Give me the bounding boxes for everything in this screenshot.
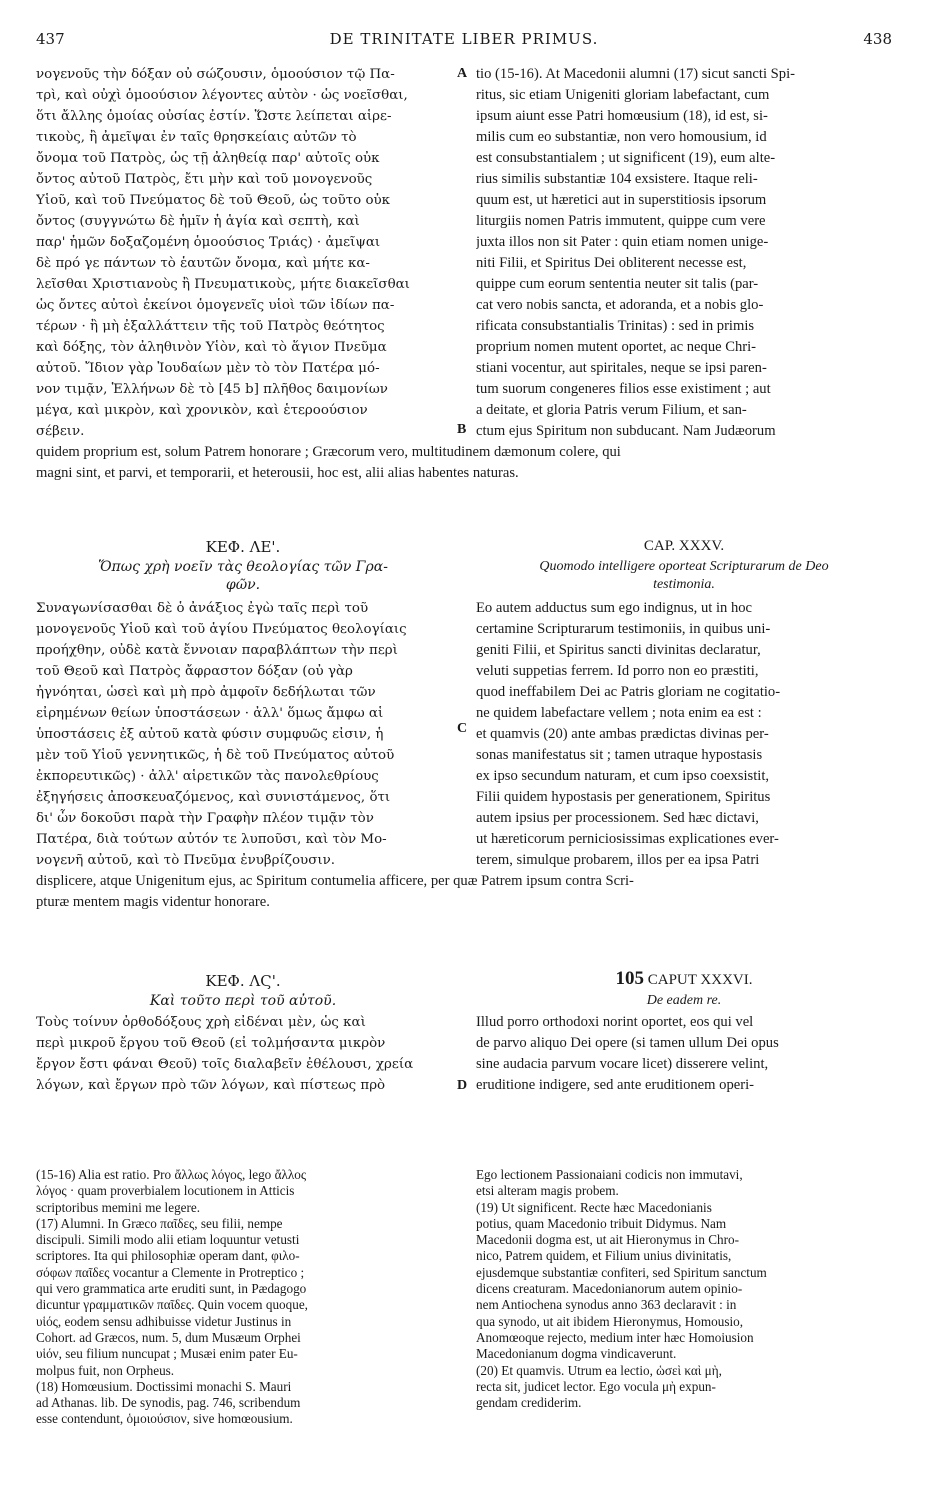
text-line: tio (15-16). At Macedonii alumni (17) sicut sancti Spi- bbox=[476, 66, 795, 82]
text-line: δι' ὧν δοκοῦσι παρὰ τὴν Γραφὴν πλέον τιμᾷν τὸν bbox=[36, 811, 374, 826]
text-line: ex ipso secundum naturam, et cum ipso coexsistit, bbox=[476, 768, 770, 784]
margin-marker-d: D bbox=[457, 1078, 468, 1093]
text-line: sine audacia parvum vocare licet) disserere velint, bbox=[476, 1056, 769, 1072]
text-line: scriptores. Ita qui philosophiæ operam dant, φιλο- bbox=[36, 1248, 300, 1264]
text-line: ἔργον ἔστι φάναι Θεοῦ) τοῖς διαλαβεῖν ἐθέλουσι, χρεία bbox=[36, 1057, 414, 1072]
text-line: ne quidem labefactare vellem ; nota enim ea est : bbox=[476, 705, 762, 721]
text-line: geniti Filii, et Spiritus sancti divinitas declaratur, bbox=[476, 642, 761, 658]
text-line: recta sit, judicet lector. Ego vocula μὴ expun- bbox=[476, 1378, 716, 1394]
text-line: ὅτι ἄλλης ὁμοίας οὐσίας ἐστίν. Ὥστε λείπεται αἱρε- bbox=[36, 109, 392, 124]
text-line: liturgiis nomen Patris immutent, quippe cum vere bbox=[476, 213, 766, 229]
text-line: λόγων, καὶ ἔργων πρὸ τῶν λόγων, καὶ πίστεως πρὸ bbox=[36, 1078, 386, 1093]
text-line: de parvo aliquo Dei opere (si tamen ullum Dei opus bbox=[476, 1035, 779, 1051]
text-line: Macedonianum dogma vindicaverunt. bbox=[476, 1346, 677, 1362]
text-line: τέρων · ἢ μὴ ἐξαλλάττειν τῆς τοῦ Πατρὸς θεότητος bbox=[36, 319, 385, 334]
text-line: quidem proprium est, solum Patrem honorare ; Græcorum vero, multitudinem dæmonum colere, qui bbox=[36, 444, 621, 460]
greek-column-block-3 bbox=[36, 1012, 450, 1096]
text-line: est consubstantialem ; ut significent (19), eum alte- bbox=[476, 150, 776, 166]
text-line: τρὶ, καὶ οὐχὶ ὁμοούσιον λέγοντες αὐτὸν · ὡς νοεῖσθαι, bbox=[36, 88, 408, 103]
text-line: gendam crediderim. bbox=[476, 1395, 582, 1411]
greek-column-block-1 bbox=[36, 64, 450, 442]
text-line: νογενοῦς τὴν δόξαν οὐ σώζουσιν, ὁμοούσιον τῷ Πα- bbox=[36, 67, 395, 82]
text-line: μὲν τοῦ Υἱοῦ γεννητικῶς, ἡ δὲ τοῦ Πνεύματος αὐτοῦ bbox=[36, 748, 395, 763]
text-line: etsi alteram magis probem. bbox=[476, 1183, 619, 1199]
text-line: νογενῆ αὐτοῦ, καὶ τὸ Πνεῦμα ἐνυβρίζουσιν. bbox=[36, 853, 335, 868]
text-line: υἱός, eodem sensu adhibuisse videtur Justinus in bbox=[36, 1313, 292, 1329]
text-line: milis cum eo substantiæ, non vero homousium, id bbox=[476, 129, 767, 145]
latin-chapter-title-36: CAPUT XXXVI. bbox=[647, 972, 753, 988]
text-line: υἱόν, seu filium nuncupat ; Musæi enim pater Eu- bbox=[36, 1346, 298, 1362]
text-line: Συναγωνίσασθαι δὲ ὁ ἀνάξιος ἐγὼ ταῖς περὶ τοῦ bbox=[36, 601, 369, 616]
latin-column-block-1 bbox=[476, 64, 892, 442]
text-line: σόφων παῖδες vocantur a Clemente in Protreptico ; bbox=[36, 1264, 305, 1280]
text-line: quum est, ut hæretici aut in superstitiosis ipsorum bbox=[476, 192, 767, 208]
text-line: nem Antiochena synodus anno 363 declaravit : in bbox=[476, 1297, 737, 1313]
text-line: Eo autem adductus sum ego indignus, ut in hoc bbox=[476, 600, 753, 616]
text-line: terem, simulque probarem, illos per ea ipsa Patri bbox=[476, 852, 760, 868]
text-line: μονογενοῦς Υἱοῦ καὶ τοῦ ἁγίου Πνεύματος θεολογίαις bbox=[36, 622, 407, 637]
text-line: ipsum aiunt esse Patri homœusium (18), id est, si- bbox=[476, 108, 768, 124]
margin-marker-a: A bbox=[457, 66, 468, 81]
text-line: σέβειν. bbox=[36, 424, 85, 439]
text-line: stiani vocentur, aut spiritales, neque se ipsi paren- bbox=[476, 360, 767, 376]
latin-chapter-heading-36 bbox=[476, 968, 892, 990]
text-line: quod ineffabilem Dei ac Patris gloriam ne cogitatio- bbox=[476, 684, 781, 700]
text-line: quippe cum eorum sententia neuter sit talis (par- bbox=[476, 276, 759, 292]
latin-column-block-3 bbox=[476, 1012, 892, 1096]
margin-marker-c: C bbox=[457, 721, 468, 736]
text-line: (20) Et quamvis. Utrum ea lectio, ὡσεὶ καὶ μὴ, bbox=[476, 1362, 722, 1378]
text-line: tum suorum congeneres filios esse existiment ; aut bbox=[476, 381, 771, 397]
latin-chapter-subtitle-35: Quomodo intelligere oporteat Scripturarum de Deo testimonia. bbox=[539, 559, 829, 592]
running-header bbox=[36, 30, 892, 52]
text-line: potius, quam Macedonio tribuit Didymus. Nam bbox=[476, 1215, 727, 1231]
greek-chapter-subtitle-36: Καὶ τοῦτο περὶ τοῦ αὐτοῦ. bbox=[149, 993, 337, 1009]
text-line: eruditione indigere, sed ante eruditionem operi- bbox=[476, 1077, 754, 1093]
text-line: ὄνομα τοῦ Πατρὸς, ὡς τῇ ἀληθείᾳ παρ' αὐτοῖς οὐκ bbox=[36, 151, 380, 166]
text-line: scriptoribus memini me legere. bbox=[36, 1199, 201, 1215]
text-line: λεῖσθαι Χριστιανοὺς ἢ Πνευματικοὺς, μήτε διακεῖσθαι bbox=[36, 277, 410, 292]
text-line: τοῦ Θεοῦ καὶ Πατρὸς ἄφραστον δόξαν (οὐ γὰρ bbox=[36, 664, 353, 679]
text-line: magni sint, et parvi, et temporarii, et heterousii, hoc est, alii alias habentes naturas. bbox=[36, 465, 519, 481]
running-title: DE TRINITATE LIBER PRIMUS. bbox=[329, 30, 599, 48]
text-line: displicere, atque Unigenitum ejus, ac Spiritum contumelia afficere, per quæ Patrem ipsum contra Scri- bbox=[36, 873, 634, 889]
text-line: ὄντος αὐτοῦ Πατρὸς, ἔτι μὴν καὶ τοῦ μονογενοῦς bbox=[36, 172, 373, 187]
page-number-right: 438 bbox=[863, 30, 892, 48]
greek-chapter-subtitle-35: Ὅπως χρὴ νοεῖν τὰς θεολογίας τῶν Γρα- φῶν. bbox=[98, 559, 388, 593]
full-width-text-1 bbox=[36, 442, 892, 484]
page-number-left: 437 bbox=[36, 30, 65, 48]
text-line: (19) Ut significent. Recte hæc Macedonianis bbox=[476, 1199, 712, 1215]
latin-chapter-heading-35: CAP. XXXV. bbox=[643, 538, 725, 554]
text-line: niti Filii, et Spiritus Dei obliterent necesse est, bbox=[476, 255, 747, 271]
text-line: esse contendunt, ὁμοιούσιον, sive homœousium. bbox=[36, 1411, 293, 1427]
full-width-text-2 bbox=[36, 871, 892, 913]
text-line: ctum ejus Spiritum non subducant. Nam Judæorum bbox=[476, 423, 776, 439]
text-line: sonas manifestatus sit ; tamen utraque hypostasis bbox=[476, 747, 763, 763]
text-line: παρ' ἡμῶν δοξαζομένη ὁμοούσιος Τριάς) · ἀμεῖψαι bbox=[36, 235, 381, 250]
text-line: Cohort. ad Græcos, num. 5, dum Musæum Orphei bbox=[36, 1329, 301, 1345]
text-line: ὑποστάσεις ἐξ αὐτοῦ κατὰ φύσιν συμφυῶς εἰσιν, ἡ bbox=[36, 727, 384, 742]
text-line: προήχθην, οὐδὲ κατὰ ἔννοιαν παραβλάπτων τὴν περὶ bbox=[36, 643, 398, 658]
text-line: Ego lectionem Passionaiani codicis non immutavi, bbox=[476, 1167, 743, 1182]
text-line: ἐξηγήσεις ἀποσκευαζόμενος, καὶ συνιστάμενος, ὅτι bbox=[36, 790, 391, 805]
text-line: ejusdemque substantiæ confiteri, sed Spiritum sanctum bbox=[476, 1264, 767, 1280]
text-line: Τοὺς τοίνυν ὀρθοδόξους χρὴ εἰδέναι μὲν, ὡς καὶ bbox=[36, 1015, 366, 1030]
text-line: ad Athanas. lib. De synodis, pag. 746, scribendum bbox=[36, 1395, 301, 1411]
text-line: ὄντος (συγγνώτω δὲ ἡμῖν ἡ ἁγία καὶ σεπτὴ, καὶ bbox=[36, 214, 360, 229]
greek-chapter-heading-36: ΚΕΦ. ΛϚ'. bbox=[205, 972, 281, 990]
text-line: αὐτοῦ. Ἴδιον γὰρ Ἰουδαίων μὲν τὸ τὸν Πατέρα μό- bbox=[36, 361, 380, 376]
text-line: Illud porro orthodoxi norint oportet, eos qui vel bbox=[476, 1014, 754, 1030]
text-line: a deitate, et gloria Patris verum Filium, et san- bbox=[476, 402, 747, 418]
text-line: proprium nomen mutent oportet, ac neque Chri- bbox=[476, 339, 757, 355]
text-line: nico, Patrem quidem, et Filium unius divinitatis, bbox=[476, 1248, 732, 1264]
text-line: qua synodo, ut ait ibidem Hieronymus, Homousio, bbox=[476, 1313, 744, 1329]
text-line: καὶ δόξης, τὸν ἀληθινὸν Υἱὸν, καὶ τὸ ἅγιον Πνεῦμα bbox=[36, 340, 387, 355]
text-line: (18) Homœusium. Doctissimi monachi S. Mauri bbox=[36, 1378, 292, 1394]
text-line: εἰρημένων θείων ὑποστάσεων · ἀλλ' ὅμως ἄμφω αἱ bbox=[36, 706, 384, 721]
text-line: ἐκπορευτικῶς) · ἀλλ' αἱρετικῶν τὰς πανολεθρίους bbox=[36, 769, 379, 784]
text-line: (15-16) Alia est ratio. Pro ἄλλως λόγος, lego ἄλλος bbox=[36, 1167, 307, 1182]
margin-marker-b: B bbox=[457, 422, 467, 437]
text-line: dicens creaturam. Macedonianorum autem opinio- bbox=[476, 1281, 743, 1297]
text-line: δὲ πρό γε πάντων τὸ ἑαυτῶν ὄνομα, καὶ μήτε κα- bbox=[36, 256, 370, 271]
text-line: ὡς ὄντες αὐτοὶ ἐκείνοι ὁμογενεῖς υἱοὶ τῶν ἰδίων πα- bbox=[36, 298, 395, 313]
text-line: rificata consubstantialis Trinitas) : sed in primis bbox=[476, 318, 755, 334]
footnotes-left bbox=[36, 1167, 450, 1428]
text-line: Anomœoque rejecto, medium inter hæc Homoiusion bbox=[476, 1329, 754, 1345]
greek-column-block-2 bbox=[36, 598, 450, 871]
text-line: rius similis substantiæ 104 exsistere. Itaque reli- bbox=[476, 171, 758, 187]
margin-page-number: 105 bbox=[615, 968, 644, 989]
text-line: νον τιμᾷν, Ἑλλήνων δὲ τὸ [45 b] πλῆθος δαιμονίων bbox=[36, 382, 388, 397]
text-line: molpus fuit, non Orpheus. bbox=[36, 1362, 175, 1378]
text-line: pturæ mentem magis videntur honorare. bbox=[36, 894, 270, 910]
text-line: Πατέρα, διὰ τούτων αὐτόν τε λυποῦσι, καὶ τὸν Μο- bbox=[36, 832, 387, 847]
text-line: veluti suppetias ferrem. Id porro non eo præstiti, bbox=[476, 663, 759, 679]
text-line: τικοὺς, ἢ ἀμεῖψαι ἐν ταῖς θρησκείαις αὐτῶν τὸ bbox=[36, 130, 357, 145]
text-line: autem ipsius per processionem. Sed hæc dictavi, bbox=[476, 810, 759, 826]
latin-chapter-subtitle-36: De eadem re. bbox=[646, 993, 722, 1008]
text-line: certamine Scripturarum testimoniis, in quibus uni- bbox=[476, 621, 771, 637]
text-line: et quamvis (20) ante ambas prædictas divinas per- bbox=[476, 726, 769, 742]
text-line: ut hæreticorum perniciosissimas explicationes ever- bbox=[476, 831, 779, 847]
text-line: Υἱοῦ, καὶ τοῦ Πνεύματος δὲ τοῦ Θεοῦ, ὡς τοῦτο οὐκ bbox=[36, 193, 391, 208]
text-line: cat vero nobis sancta, et adoranda, et a nobis glo- bbox=[476, 297, 764, 313]
text-line: dicuntur γραμματικῶν παῖδες. Quin vocem quoque, bbox=[36, 1297, 308, 1313]
greek-chapter-heading-35: ΚΕΦ. ΛΕ'. bbox=[205, 538, 281, 556]
text-line: ἠγνόηται, ὡσεὶ καὶ μὴ πρὸ ἀμφοῖν δεδήλωται τῶν bbox=[36, 685, 376, 700]
text-line: qui vero grammatica arte eruditi sunt, in Pædagogo bbox=[36, 1281, 307, 1297]
text-line: ritus, sic etiam Unigeniti gloriam labefactant, cum bbox=[476, 87, 770, 103]
text-line: περὶ μικροῦ ἔργου τοῦ Θεοῦ (εἰ τολμήσαντα μικρὸν bbox=[36, 1036, 386, 1051]
text-line: Filii quidem hypostasis per generationem, Spiritus bbox=[476, 789, 771, 805]
text-line: juxta illos non sit Pater : quin etiam nomen unige- bbox=[476, 234, 769, 250]
text-line: Macedonii dogma est, ut ait Hieronymus in Chro- bbox=[476, 1232, 739, 1248]
latin-column-block-2 bbox=[476, 598, 892, 871]
text-line: λόγος · quam proverbialem locutionem in Atticis bbox=[36, 1183, 295, 1199]
text-line: (17) Alumni. In Græco παῖδες, seu filii, nempe bbox=[36, 1215, 283, 1231]
text-line: discipuli. Simili modo alii etiam loquuntur vetusti bbox=[36, 1232, 300, 1248]
footnotes-right bbox=[476, 1167, 892, 1411]
text-line: μέγα, καὶ μικρὸν, καὶ χρονικὸν, καὶ ἑτεροούσιον bbox=[36, 403, 368, 418]
